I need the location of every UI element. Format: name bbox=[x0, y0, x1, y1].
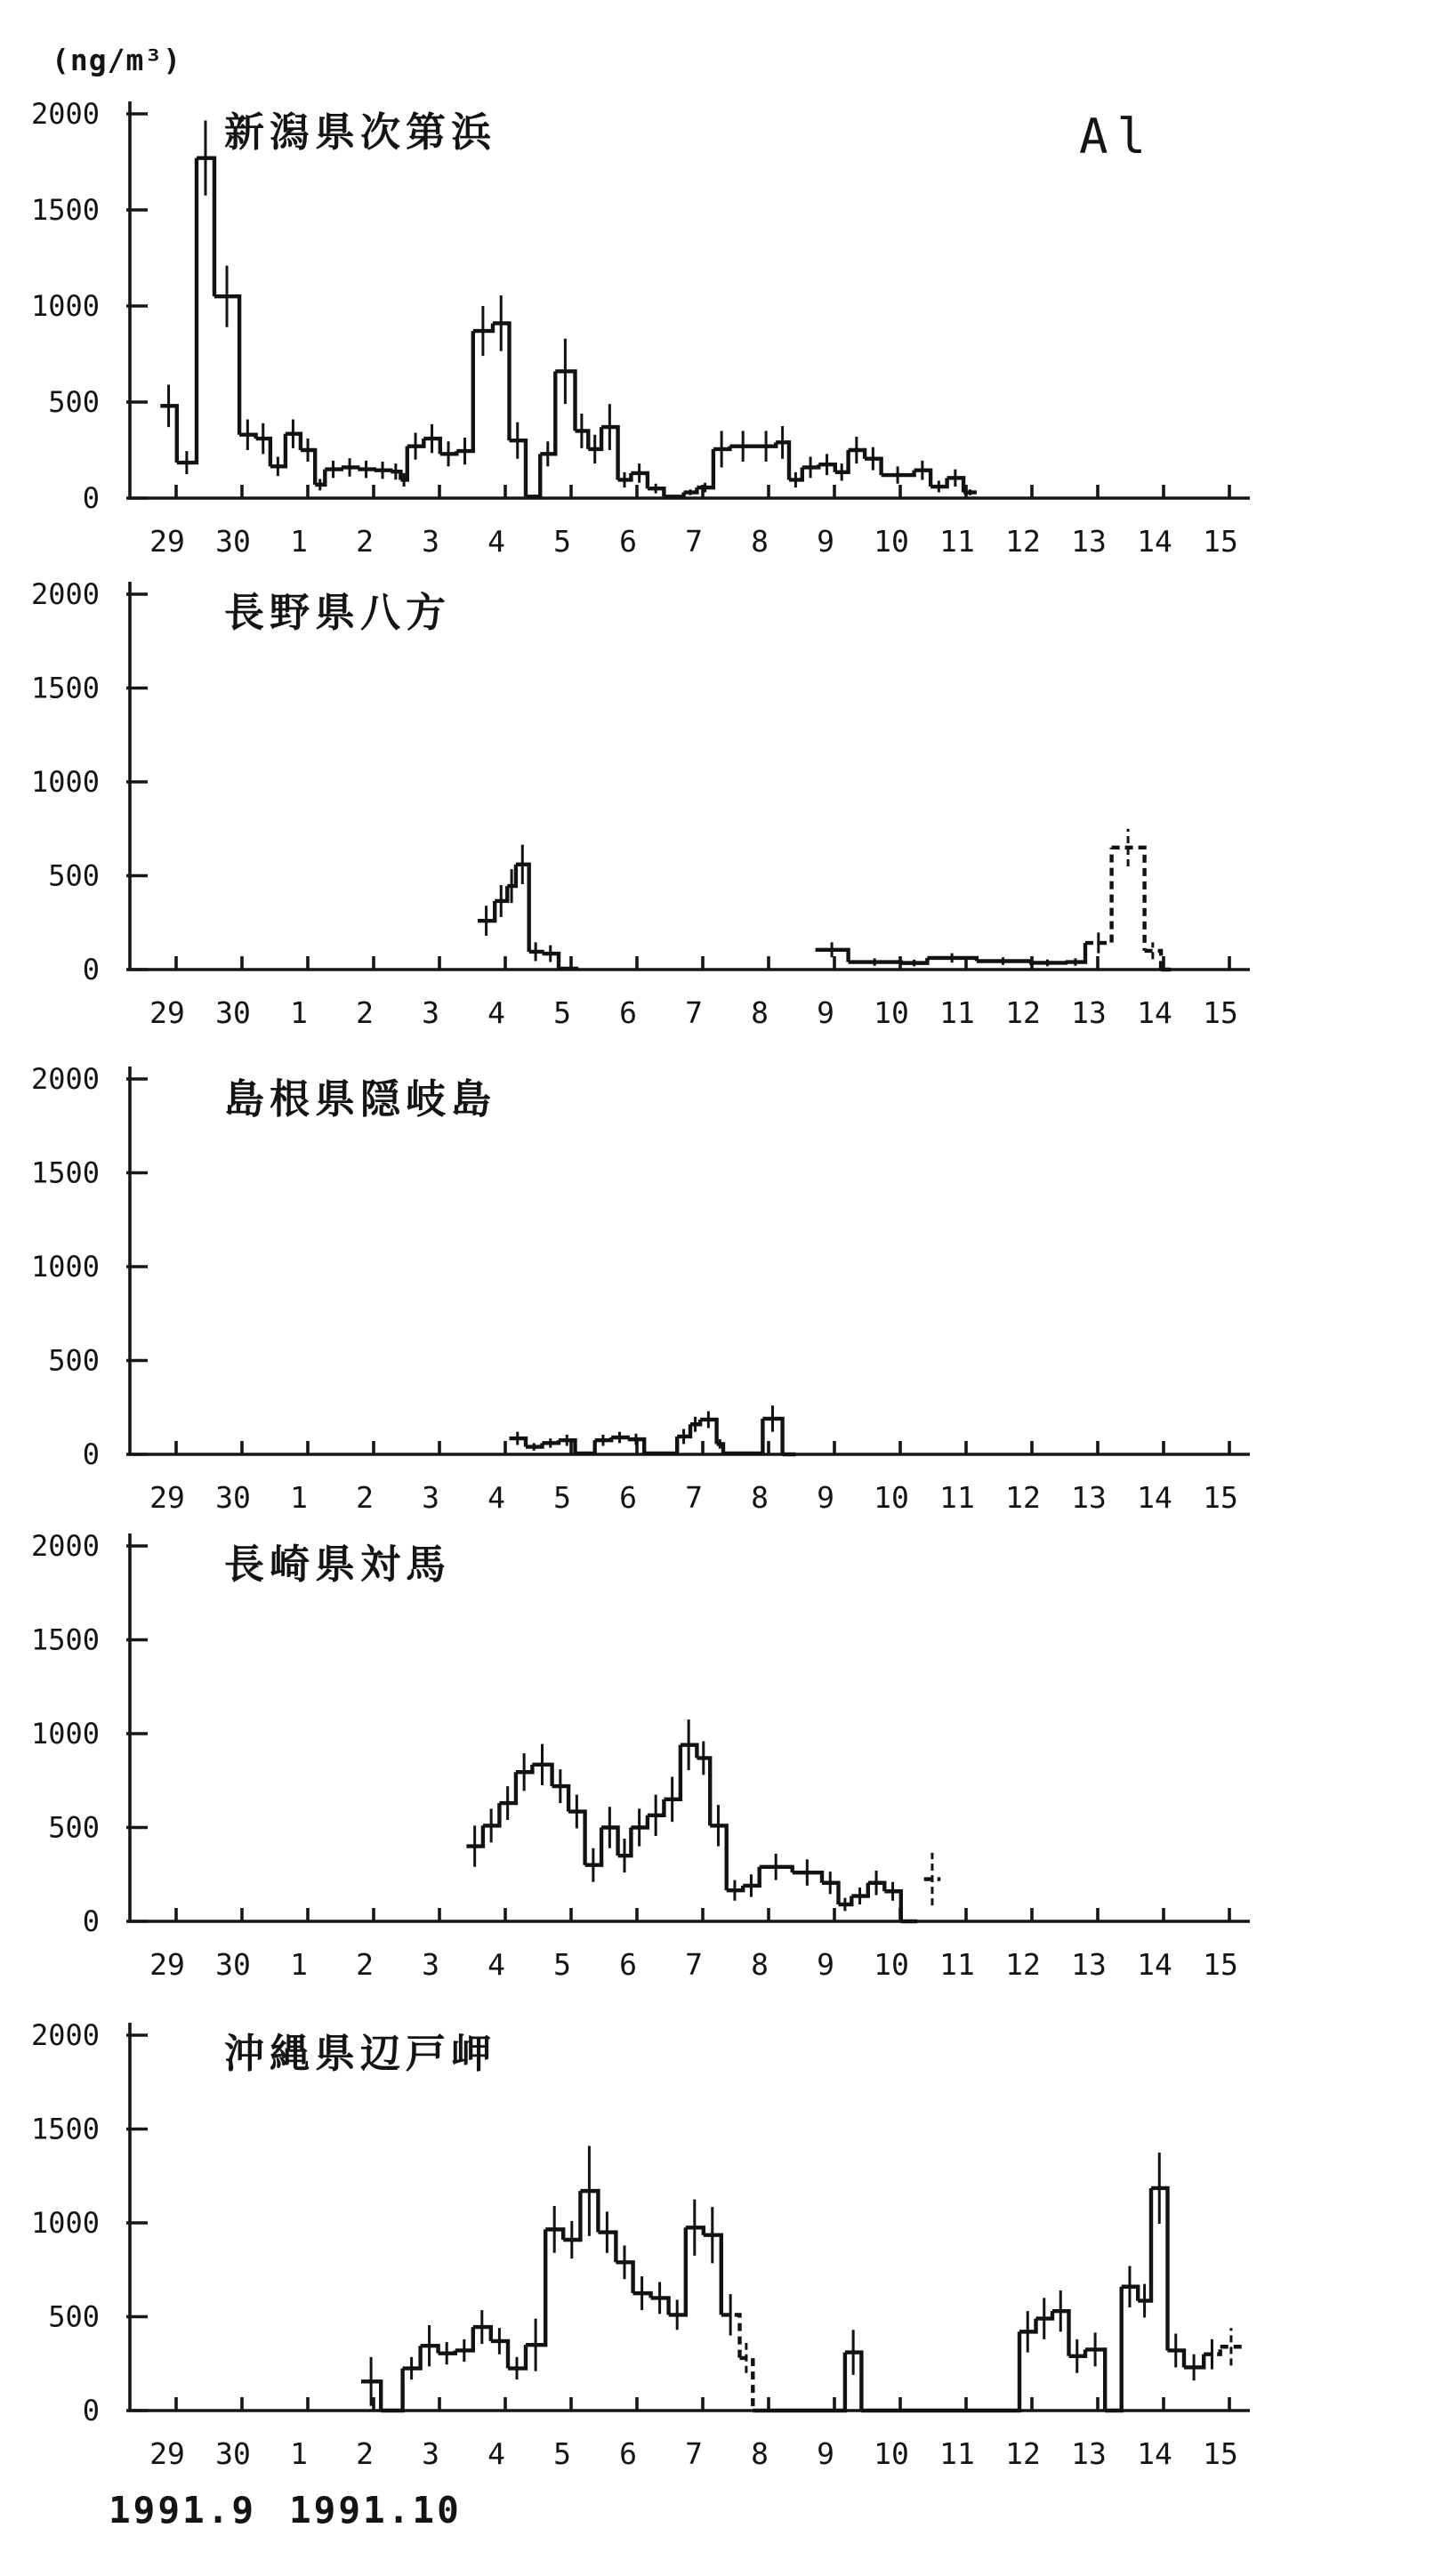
svg-text:12: 12 bbox=[1005, 1480, 1041, 1515]
svg-text:13: 13 bbox=[1071, 995, 1107, 1030]
svg-text:5: 5 bbox=[553, 1480, 571, 1515]
element-symbol-label: Al bbox=[1079, 109, 1156, 165]
svg-text:3: 3 bbox=[422, 995, 439, 1030]
svg-text:6: 6 bbox=[619, 995, 637, 1030]
footer-month-september: 1991.9 bbox=[109, 2489, 257, 2532]
panel-title-nagano: 長野県八方 bbox=[224, 589, 452, 636]
svg-text:0: 0 bbox=[82, 1904, 100, 1938]
svg-text:11: 11 bbox=[939, 2436, 975, 2471]
svg-text:1: 1 bbox=[290, 995, 308, 1030]
panel-plot-5 bbox=[31, 2018, 1250, 2471]
svg-text:1500: 1500 bbox=[30, 671, 100, 705]
svg-text:14: 14 bbox=[1137, 995, 1172, 1030]
svg-text:30: 30 bbox=[215, 995, 251, 1030]
svg-text:8: 8 bbox=[751, 2436, 769, 2471]
svg-text:1500: 1500 bbox=[30, 193, 100, 227]
svg-text:29: 29 bbox=[149, 2436, 185, 2471]
svg-text:15: 15 bbox=[1203, 1480, 1238, 1515]
svg-text:7: 7 bbox=[685, 995, 703, 1030]
svg-text:15: 15 bbox=[1203, 2436, 1238, 2471]
svg-text:8: 8 bbox=[751, 1480, 769, 1515]
svg-text:6: 6 bbox=[619, 1480, 637, 1515]
svg-text:30: 30 bbox=[215, 1480, 251, 1515]
svg-text:6: 6 bbox=[619, 2436, 637, 2471]
svg-text:0: 0 bbox=[82, 2394, 100, 2427]
svg-text:12: 12 bbox=[1005, 1947, 1041, 1982]
svg-text:1500: 1500 bbox=[30, 1155, 100, 1190]
svg-text:30: 30 bbox=[215, 2436, 251, 2471]
svg-text:500: 500 bbox=[48, 1343, 100, 1378]
svg-text:14: 14 bbox=[1137, 2436, 1172, 2471]
svg-text:1000: 1000 bbox=[30, 289, 100, 323]
svg-text:2000: 2000 bbox=[30, 1529, 100, 1563]
panel-plot-3 bbox=[31, 1062, 1250, 1515]
svg-text:9: 9 bbox=[817, 1947, 834, 1982]
svg-text:5: 5 bbox=[553, 995, 571, 1030]
panel-plot-2 bbox=[31, 577, 1250, 1030]
svg-text:9: 9 bbox=[817, 1480, 834, 1515]
panel-plot-4 bbox=[31, 1529, 1250, 1982]
svg-text:10: 10 bbox=[874, 1480, 909, 1515]
svg-text:11: 11 bbox=[939, 524, 975, 559]
svg-text:10: 10 bbox=[874, 1947, 909, 1982]
svg-text:3: 3 bbox=[422, 1480, 439, 1515]
footer-month-october: 1991.10 bbox=[289, 2489, 462, 2532]
svg-text:2: 2 bbox=[356, 1480, 374, 1515]
svg-text:29: 29 bbox=[149, 995, 185, 1030]
panel-title-shimane: 島根県隠岐島 bbox=[224, 1075, 497, 1123]
svg-text:1000: 1000 bbox=[30, 2206, 100, 2240]
panel-plot-1 bbox=[31, 97, 1250, 559]
panel-title-okinawa: 沖縄県辺戸岬 bbox=[224, 2030, 497, 2077]
panel-title-nagasaki: 長崎県対馬 bbox=[224, 1541, 452, 1588]
svg-text:2000: 2000 bbox=[30, 1062, 100, 1096]
svg-text:0: 0 bbox=[82, 1437, 100, 1471]
svg-text:10: 10 bbox=[874, 524, 909, 559]
svg-text:9: 9 bbox=[817, 995, 834, 1030]
svg-text:11: 11 bbox=[939, 995, 975, 1030]
svg-text:30: 30 bbox=[215, 524, 251, 559]
svg-text:1500: 1500 bbox=[30, 1622, 100, 1657]
svg-text:500: 500 bbox=[48, 2299, 100, 2334]
svg-text:12: 12 bbox=[1005, 524, 1041, 559]
svg-text:11: 11 bbox=[939, 1947, 975, 1982]
svg-text:14: 14 bbox=[1137, 1947, 1172, 1982]
svg-text:8: 8 bbox=[751, 524, 769, 559]
svg-text:4: 4 bbox=[487, 1947, 505, 1982]
svg-text:11: 11 bbox=[939, 1480, 975, 1515]
svg-text:2: 2 bbox=[356, 524, 374, 559]
svg-text:1: 1 bbox=[290, 1480, 308, 1515]
svg-text:2000: 2000 bbox=[30, 2018, 100, 2052]
svg-text:5: 5 bbox=[553, 1947, 571, 1982]
svg-text:9: 9 bbox=[817, 524, 834, 559]
svg-text:14: 14 bbox=[1137, 1480, 1172, 1515]
svg-text:500: 500 bbox=[48, 858, 100, 893]
svg-text:29: 29 bbox=[149, 524, 185, 559]
svg-text:15: 15 bbox=[1203, 524, 1238, 559]
panel-title-niigata: 新潟県次第浜 bbox=[224, 109, 497, 156]
svg-text:29: 29 bbox=[149, 1480, 185, 1515]
svg-text:1: 1 bbox=[290, 524, 308, 559]
svg-text:15: 15 bbox=[1203, 995, 1238, 1030]
svg-text:1000: 1000 bbox=[30, 765, 100, 799]
svg-text:13: 13 bbox=[1071, 524, 1107, 559]
svg-text:14: 14 bbox=[1137, 524, 1172, 559]
svg-text:10: 10 bbox=[874, 2436, 909, 2471]
svg-text:1000: 1000 bbox=[30, 1717, 100, 1751]
svg-text:4: 4 bbox=[487, 1480, 505, 1515]
svg-text:500: 500 bbox=[48, 1810, 100, 1845]
svg-text:4: 4 bbox=[487, 2436, 505, 2471]
svg-text:2000: 2000 bbox=[30, 577, 100, 611]
svg-text:5: 5 bbox=[553, 524, 571, 559]
svg-text:2: 2 bbox=[356, 1947, 374, 1982]
svg-text:3: 3 bbox=[422, 1947, 439, 1982]
svg-text:0: 0 bbox=[82, 481, 100, 515]
svg-text:6: 6 bbox=[619, 524, 637, 559]
svg-text:1: 1 bbox=[290, 2436, 308, 2471]
svg-text:7: 7 bbox=[685, 1947, 703, 1982]
svg-text:30: 30 bbox=[215, 1947, 251, 1982]
svg-text:10: 10 bbox=[874, 995, 909, 1030]
svg-text:8: 8 bbox=[751, 1947, 769, 1982]
svg-text:1500: 1500 bbox=[30, 2112, 100, 2146]
svg-text:3: 3 bbox=[422, 524, 439, 559]
y-axis-unit-label: (ng/m³) bbox=[52, 43, 182, 77]
svg-text:12: 12 bbox=[1005, 2436, 1041, 2471]
svg-text:15: 15 bbox=[1203, 1947, 1238, 1982]
svg-text:1: 1 bbox=[290, 1947, 308, 1982]
svg-text:8: 8 bbox=[751, 995, 769, 1030]
svg-text:500: 500 bbox=[48, 385, 100, 419]
svg-text:4: 4 bbox=[487, 995, 505, 1030]
svg-text:2000: 2000 bbox=[30, 97, 100, 131]
svg-text:3: 3 bbox=[422, 2436, 439, 2471]
svg-text:12: 12 bbox=[1005, 995, 1041, 1030]
svg-text:2: 2 bbox=[356, 995, 374, 1030]
svg-text:5: 5 bbox=[553, 2436, 571, 2471]
svg-text:13: 13 bbox=[1071, 1480, 1107, 1515]
svg-text:7: 7 bbox=[685, 2436, 703, 2471]
svg-text:29: 29 bbox=[149, 1947, 185, 1982]
svg-text:1000: 1000 bbox=[30, 1250, 100, 1284]
svg-text:13: 13 bbox=[1071, 2436, 1107, 2471]
svg-text:4: 4 bbox=[487, 524, 505, 559]
svg-text:6: 6 bbox=[619, 1947, 637, 1982]
svg-text:2: 2 bbox=[356, 2436, 374, 2471]
svg-text:0: 0 bbox=[82, 953, 100, 986]
svg-text:13: 13 bbox=[1071, 1947, 1107, 1982]
svg-text:7: 7 bbox=[685, 1480, 703, 1515]
svg-text:9: 9 bbox=[817, 2436, 834, 2471]
svg-text:7: 7 bbox=[685, 524, 703, 559]
